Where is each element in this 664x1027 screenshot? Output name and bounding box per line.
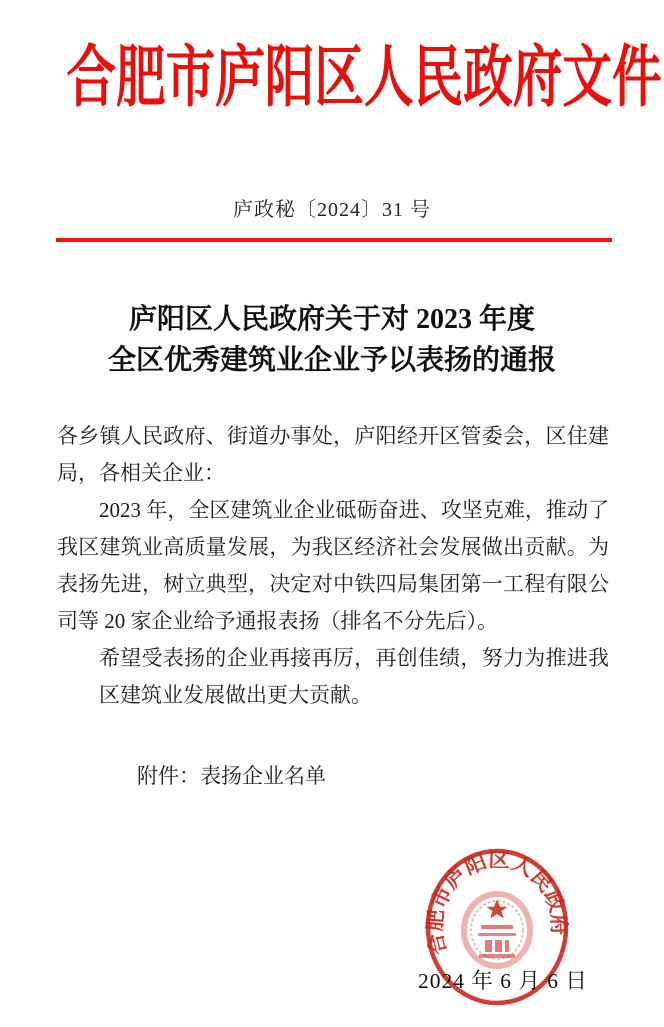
document-title-line1: 庐阳区人民政府关于对 2023 年度 [128,304,535,335]
document-date: 2024 年 6 月 6 日 [418,969,588,993]
document-body [57,418,609,795]
official-government-seal [400,830,600,1027]
national-emblem-icon [464,894,530,966]
body-paragraph-2: 希望受表扬的企业再接再厉，再创佳绩，努力为推进我区建筑业发展做出更大贡献。 [99,646,609,707]
body-paragraph-1: 2023 年，全区建筑业企业砥砺奋进、攻坚克难，推动了我区建筑业高质量发展，为我区经济社会发展做出贡献。为表扬先进，树立典型，决定对中铁四局集团第一工程有限公司等 20 家企业给予通报表扬（排名不分先后）。 [57,498,609,633]
document-number: 庐政秘〔2024〕31 号 [233,199,431,221]
document-title [20,299,644,381]
document-title-line2: 全区优秀建筑业企业予以表扬的通报 [107,345,556,376]
salutation-paragraph: 各乡镇人民政府、街道办事处，庐阳经开区管委会，区住建局，各相关企业： [57,424,609,485]
red-header-org-title: 合肥市庐阳区人民政府文件 [66,41,662,116]
attachment-reference: 附件：表扬企业名单 [137,764,326,788]
red-divider-line [56,238,612,242]
seal-circular-text: 合肥市庐阳区人民政府 [424,849,570,957]
